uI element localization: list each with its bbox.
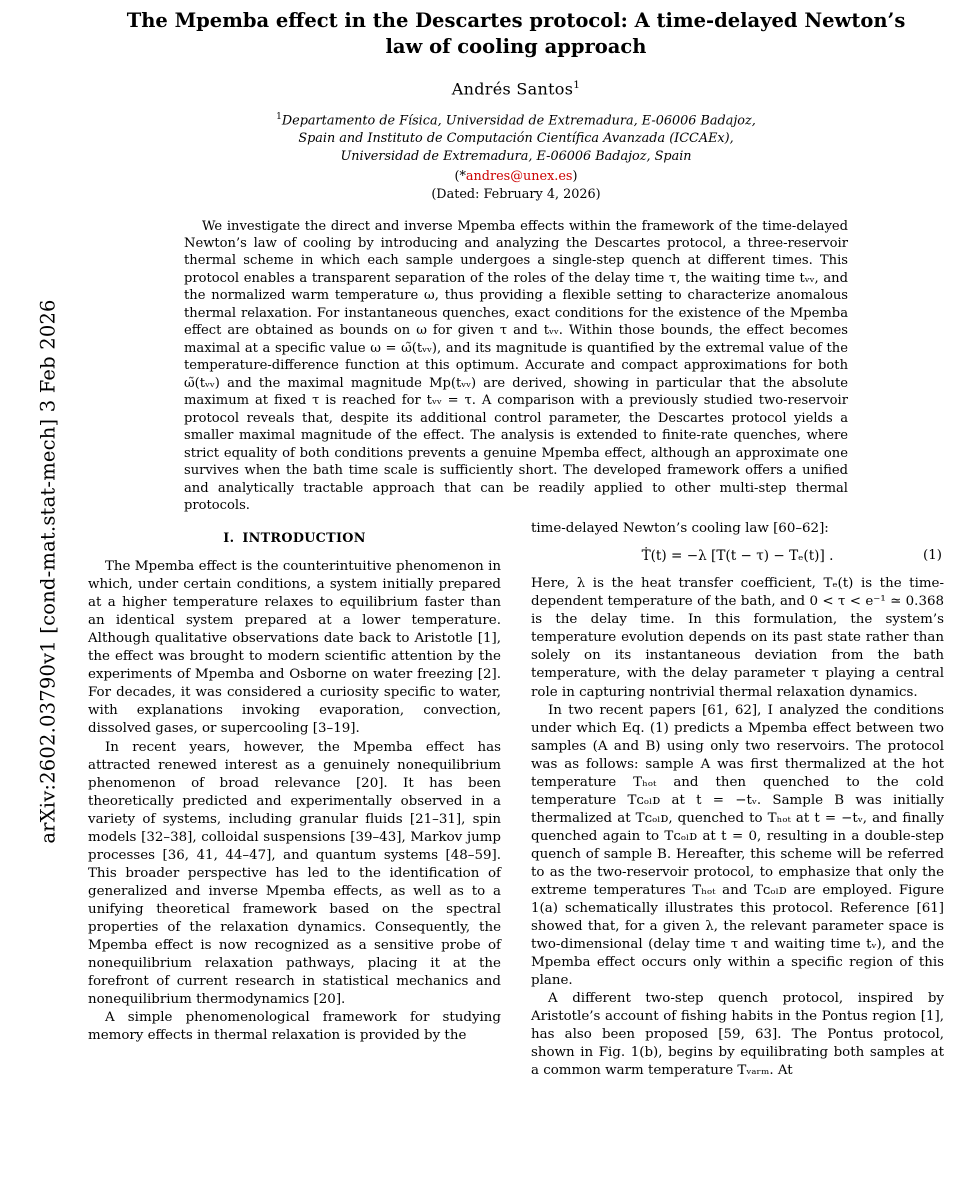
abstract-text [184,218,848,515]
paragraph-lead: time-delayed Newton’s cooling law [60–62]: [531,521,829,536]
email-prefix: (* [454,168,466,184]
paragraph: Here, λ is the heat transfer coefficient, Tₑ(t) is the time-dependent temperature of the bath, and 0 < τ < e⁻¹ ≃ 0.368 is the delay time. In this formulation, the system’s temperature evolution depends on its past state rather than solely on its instantaneous deviation from the bath temperature, with the delay parameter τ playing a central role in capturing nontrivial thermal relaxation dynamics. [531,576,944,700]
two-column-body [88,520,944,1080]
paragraph: In two recent papers [61, 62], I analyzed the conditions under which Eq. (1) predicts a Mpemba effect between two samples (A and B) using only two reservoirs. The protocol was as follows: sample A was first thermalized at the hot temperature Tₕₒₜ and then quenched to the cold temperature Tᴄₒₗᴅ at t = −tᵥ. Sample B was initially thermalized at Tᴄₒₗᴅ, quenched to Tₕₒₜ at t = −tᵥ, and finally quenched again to Tᴄₒₗᴅ at t = 0, resulting in a double-step quench of sample B. Hereafter, this scheme will be referred to as the two-reservoir protocol, to emphasize that only the extreme temperatures Tₕₒₜ and Tᴄₒₗᴅ are employed. Figure 1(a) schematically illustrates this protocol. Reference [61] showed that, for a given λ, the relevant parameter space is two-dimensional (delay time τ and waiting time tᵥ), and the Mpemba effect occurs only within a specific region of this plane. [531,702,944,988]
email-suffix: ) [572,168,578,184]
author-line [88,79,944,98]
author-name: Andrés Santos [451,79,574,99]
equation-body: Ṫ(t) = −λ [T(t − τ) − Tₑ(t)] . [641,548,834,565]
contact-email-line [88,169,944,184]
affiliation-line-2: Spain and Instituto de Computación Científica Avanzada (ICCAEx), [298,131,734,147]
arxiv-identifier-stamp: arXiv:2602.03790v1 [cond-mat.stat-mech] 3 Feb 2026 [36,299,60,844]
dateline: (Dated: February 4, 2026) [431,186,601,202]
section-title: INTRODUCTION [242,531,366,546]
paragraph: The Mpemba effect is the counterintuitive phenomenon in which, under certain conditions, a system initially prepared at a higher temperature relaxes to equilibrium faster than an identical system prepared at a lower temperature. Although qualitative observations date back to Aristotle [1], the effect was brought to modern scientific attention by the experiments of Mpemba and Osborne on water freezing [2]. For decades, it was considered a curiosity specific to water, with explanations invoking evaporation, convection, dissolved gases, or supercooling [3–19]. [88,559,501,737]
paragraph: A simple phenomenological framework for studying memory effects in thermal relaxation is provided by the [88,1009,501,1044]
left-column [88,520,501,1080]
right-column [531,520,944,1080]
section-heading-introduction [88,530,501,547]
affiliation-line-1: Departamento de Física, Universidad de Extremadura, E-06006 Badajoz, [281,113,756,129]
affiliation-marker: 1 [276,111,282,122]
paper-content [88,0,944,1200]
author-affiliation-marker: 1 [573,79,581,92]
page-title: The Mpemba effect in the Descartes protocol: A time-delayed Newton’s law of cooling approach [126,9,906,58]
email-link[interactable]: andres@unex.es [465,168,573,184]
affiliation-block [88,111,944,167]
affiliation-line-3: Universidad de Extremadura, E-06006 Badajoz, Spain [340,149,692,165]
abstract-body: We investigate the direct and inverse Mpemba effects within the framework of the time-delayed Newton’s law of cooling by introducing and analyzing the Descartes protocol, a three-reservoir thermal scheme in which each sample undergoes a single-step quench at different times. This protocol enables a transparent separation of the roles of the delay time τ, the waiting time tᵥᵥ, and the normalized warm temperature ω, thus providing a flexible setting to characterize anomalous thermal relaxation. For instantaneous quenches, exact conditions for the existence of the Mpemba effect are obtained as bounds on ω for given τ and tᵥᵥ. Within those bounds, the effect becomes maximal at a specific value ω = ω̃(tᵥᵥ), and its magnitude is quantified by the extremal value of the temperature-difference function at this optimum. Accurate and compact approximations for both ω̃(tᵥᵥ) and the maximal magnitude Mp(tᵥᵥ) are derived, showing in particular that the absolute maximum at fixed τ is reached for tᵥᵥ = τ. A comparison with a previously studied two-reservoir protocol reveals that, despite its additional control parameter, the Descartes protocol yields a smaller maximal magnitude of the effect. The analysis is extended to finite-rate quenches, where strict equality of both conditions prevents a genuine Mpemba effect, although an approximate one survives when the bath time scale is sufficiently short. The developed framework offers a unified and analytically tractable approach that can be readily applied to other multi-step thermal protocols. [184,218,848,514]
section-number: I. [223,531,235,546]
equation-1 [531,547,944,565]
paragraph: In recent years, however, the Mpemba effect has attracted renewed interest as a genuinely nonequilibrium phenomenon of broad relevance [20]. It has been theoretically predicted and experimentally observed in a variety of systems, including granular fluids [21–31], spin models [32–38], colloidal suspensions [39–43], Markov jump processes [36, 41, 44–47], and quantum systems [48–59]. This broader perspective has led to the identification of generalized and inverse Mpemba effects, as well as to a unifying theoretical framework based on the spectral properties of the relaxation dynamics. Consequently, the Mpemba effect is now recognized as a sensitive probe of nonequilibrium relaxation pathways, placing it at the forefront of current research in statistical mechanics and nonequilibrium thermodynamics [20]. [88,739,501,1007]
equation-number: (1) [923,548,942,564]
paragraph: A different two-step quench protocol, inspired by Aristotle’s account of fishing habits in the Pontus region [1], has also been proposed [59, 63]. The Pontus protocol, shown in Fig. 1(b), begins by equilibrating both samples at a common warm temperature Tᵥₐᵣₘ. At [531,991,944,1079]
